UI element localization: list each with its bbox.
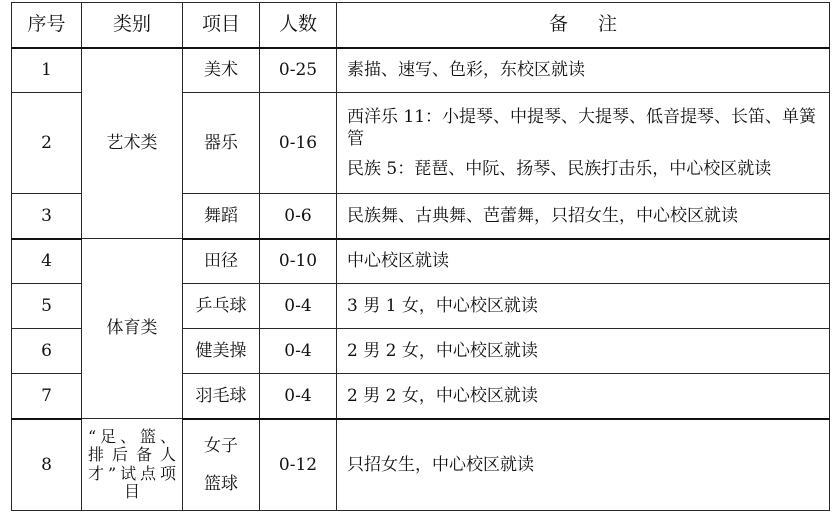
header-item: 项目 xyxy=(183,3,260,48)
row-item: 舞蹈 xyxy=(183,194,260,239)
row-index: 5 xyxy=(12,284,82,329)
row-count: 0-4 xyxy=(260,329,337,374)
row-count: 0-10 xyxy=(260,239,337,284)
row-notes: 2 男 2 女，中心校区就读 xyxy=(337,374,830,419)
row-index: 4 xyxy=(12,239,82,284)
notes-ethnic: 民族 5：琵琶、中阮、扬琴、民族打击乐，中心校区就读 xyxy=(347,159,772,180)
item-line: 女子 xyxy=(204,435,238,456)
row-notes: 素描、速写、色彩，东校区就读 xyxy=(337,48,830,93)
row-notes: 3 男 1 女，中心校区就读 xyxy=(337,284,830,329)
row-item: 健美操 xyxy=(183,329,260,374)
row-count: 0-16 xyxy=(260,93,337,194)
table-header-row xyxy=(12,3,830,48)
row-item xyxy=(183,419,260,511)
row-index: 7 xyxy=(12,374,82,419)
row-index: 2 xyxy=(12,93,82,194)
item-line: 篮球 xyxy=(204,473,238,494)
row-item: 田径 xyxy=(183,239,260,284)
row-index: 6 xyxy=(12,329,82,374)
row-count: 0-4 xyxy=(260,284,337,329)
header-category: 类别 xyxy=(82,3,183,48)
row-count: 0-12 xyxy=(260,419,337,511)
row-item: 羽毛球 xyxy=(183,374,260,419)
row-index: 3 xyxy=(12,194,82,239)
header-index: 序号 xyxy=(12,3,82,48)
notes-western: 西洋乐 11：小提琴、中提琴、大提琴、低音提琴、长笛、单簧管 xyxy=(347,106,817,149)
category-pilot: “足、篮、排后备人才”试点项目 xyxy=(82,419,183,511)
category-arts: 艺术类 xyxy=(82,48,183,239)
table-row xyxy=(12,239,830,284)
header-count: 人数 xyxy=(260,3,337,48)
category-sports: 体育类 xyxy=(82,239,183,419)
row-index: 8 xyxy=(12,419,82,511)
row-notes: 只招女生，中心校区就读 xyxy=(337,419,830,511)
row-notes: 2 男 2 女，中心校区就读 xyxy=(337,329,830,374)
table-row xyxy=(12,48,830,93)
row-notes xyxy=(337,93,830,194)
row-index: 1 xyxy=(12,48,82,93)
row-count: 0-6 xyxy=(260,194,337,239)
table-row xyxy=(12,419,830,511)
row-notes: 民族舞、古典舞、芭蕾舞，只招女生，中心校区就读 xyxy=(337,194,830,239)
enrollment-table xyxy=(11,2,830,511)
row-count: 0-4 xyxy=(260,374,337,419)
row-item: 器乐 xyxy=(183,93,260,194)
header-notes: 备注 xyxy=(337,3,830,48)
row-count: 0-25 xyxy=(260,48,337,93)
row-item: 美术 xyxy=(183,48,260,93)
row-notes: 中心校区就读 xyxy=(337,239,830,284)
row-item: 乒乓球 xyxy=(183,284,260,329)
